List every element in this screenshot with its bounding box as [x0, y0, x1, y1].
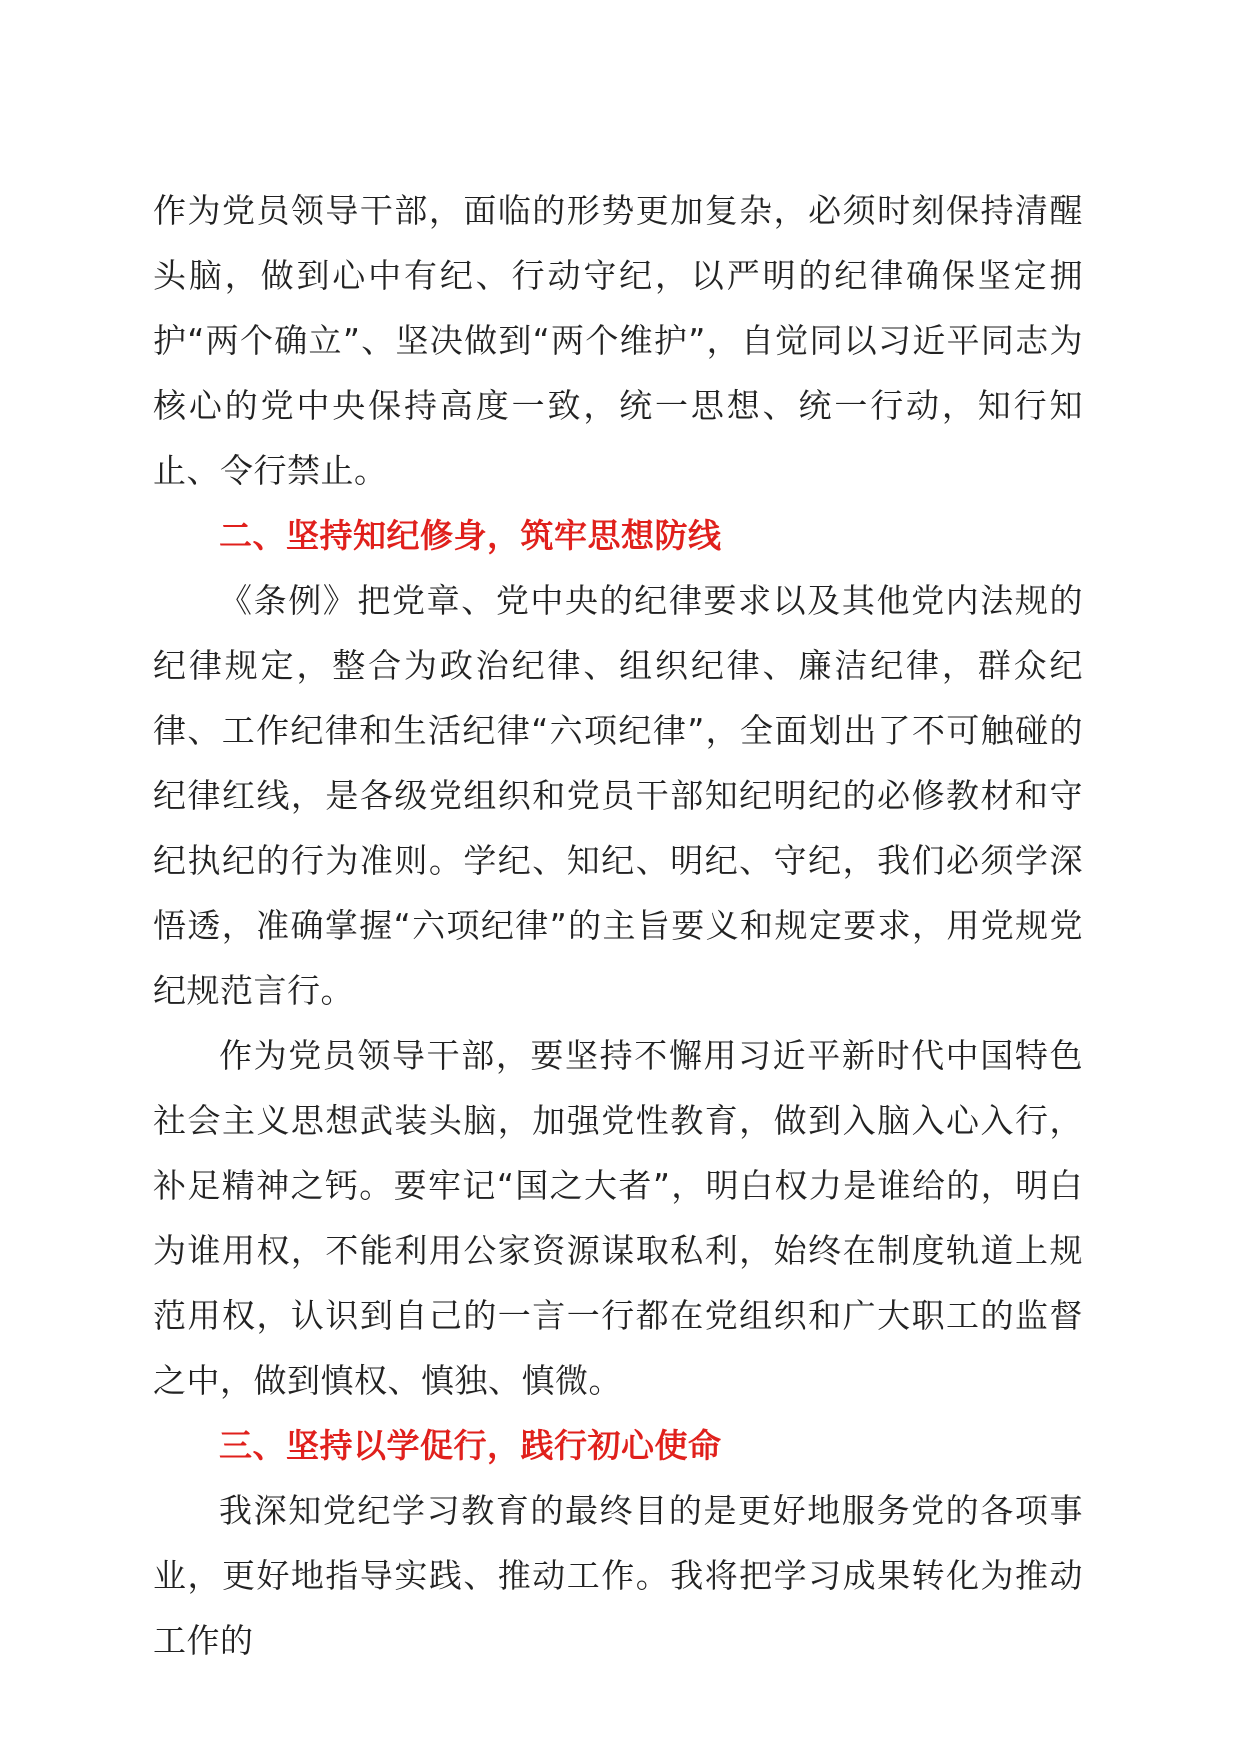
body-paragraph-3: 作为党员领导干部，要坚持不懈用习近平新时代中国特色社会主义思想武装头脑，加强党性教育，做到入脑入心入行，补足精神之钙。要牢记“国之大者”，明白权力是谁给的，明白为谁用权，不能利用公家资源谋取私利，始终在制度轨道上规范用权，认识到自己的一言一行都在党组织和广大职工的监督之中，做到慎权、慎独、慎微。: [153, 1036, 1083, 1400]
body-paragraph-4: 我深知党纪学习教育的最终目的是更好地服务党的各项事业，更好地指导实践、推动工作。我将把学习成果转化为推动工作的: [153, 1491, 1083, 1660]
document-body: [153, 178, 1083, 1673]
body-paragraph-2: 《条例》把党章、党中央的纪律要求以及其他党内法规的纪律规定，整合为政治纪律、组织纪律、廉洁纪律，群众纪律、工作纪律和生活纪律“六项纪律”，全面划出了不可触碰的纪律红线，是各级党组织和党员干部知纪明纪的必修教材和守纪执纪的行为准则。学纪、知纪、明纪、守纪，我们必须学深悟透，准确掌握“六项纪律”的主旨要义和规定要求，用党规党纪规范言行。: [153, 581, 1083, 1010]
body-paragraph-1: 作为党员领导干部，面临的形势更加复杂，必须时刻保持清醒头脑，做到心中有纪、行动守纪，以严明的纪律确保坚定拥护“两个确立”、坚决做到“两个维护”，自觉同以习近平同志为核心的党中央保持高度一致，统一思想、统一行动，知行知止、令行禁止。: [153, 191, 1083, 490]
section-heading-3: 三、坚持以学促行，践行初心使命: [219, 1426, 722, 1465]
section-heading-2: 二、坚持知纪修身，筑牢思想防线: [219, 516, 722, 555]
